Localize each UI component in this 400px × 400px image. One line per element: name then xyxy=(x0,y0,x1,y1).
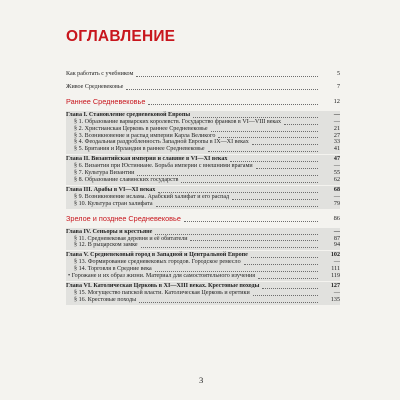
entry-title: Раннее Средневековье xyxy=(66,96,146,106)
chapter-entry xyxy=(66,283,340,290)
entry-page: 62 xyxy=(333,176,340,183)
dot-leader xyxy=(141,247,318,248)
dot-leader xyxy=(193,117,318,118)
dot-leader xyxy=(262,288,318,289)
paragraph-entry xyxy=(66,139,340,146)
entry-title: § 12. В рыцарском замке xyxy=(74,242,138,249)
entry-title: Глава II. Византийская империя и славяне в VI—XI веках xyxy=(66,156,228,163)
entry-title: § 6. Византия при Юстиниане. Борьба империи с внешними врагами xyxy=(74,163,253,170)
entry-page: 87 xyxy=(333,235,340,242)
entry-title: § 5. Британия и Ирландия в раннее Средневековье xyxy=(74,146,205,153)
entry-title: § 9. Возникновение ислама. Арабский халифат и его распад xyxy=(74,193,230,200)
dot-leader xyxy=(258,278,318,279)
entry-page: 119 xyxy=(331,273,340,280)
page-number: 3 xyxy=(199,375,204,385)
paragraph-entry xyxy=(66,236,340,243)
entry-title: § 16. Крестовые походы xyxy=(74,296,137,303)
paragraph-entry xyxy=(66,170,340,177)
entry-page: 55 xyxy=(333,170,340,177)
paragraph-entry xyxy=(66,297,340,304)
entry-page: 135 xyxy=(330,296,340,303)
entry-page: 86 xyxy=(333,214,340,222)
paragraph-entry xyxy=(66,194,340,201)
entry-title: § 8. Образование славянских государств xyxy=(74,176,179,183)
page-title: ОГЛАВЛЕНИЕ xyxy=(66,28,176,45)
dot-leader xyxy=(208,151,318,152)
paragraph-entry xyxy=(66,290,340,297)
entry-page: — xyxy=(333,228,340,235)
entry-page: — xyxy=(333,111,340,118)
dot-leader xyxy=(256,168,318,169)
entry-page: 12 xyxy=(333,97,340,105)
entry-title: Глава VI. Католическая Церковь в XI—XIII веках. Крестовые походы xyxy=(66,282,260,289)
dot-leader xyxy=(251,257,318,258)
dot-leader xyxy=(126,89,318,90)
dot-leader xyxy=(137,175,318,176)
entry-title: § 3. Возникновение и распад империи Карла Великого xyxy=(74,132,216,139)
paragraph-entry xyxy=(66,201,340,208)
entry-title: § 15. Могущество папской власти. Католическая Церковь и еретики xyxy=(74,289,250,296)
entry-title: § 14. Торговля в Средние века xyxy=(74,266,152,273)
paragraph-entry xyxy=(66,259,340,266)
entry-page: 111 xyxy=(331,266,340,273)
entry-title: § 4. Феодальная раздробленность Западной Европы в IX—XI веках xyxy=(74,139,249,146)
entry-title: § 11. Средневековая деревня и её обитатели xyxy=(74,235,188,242)
table-of-contents xyxy=(66,71,340,305)
dot-leader xyxy=(156,206,318,207)
dot-leader xyxy=(252,144,318,145)
entry-title: Зрелое и позднее Средневековье xyxy=(66,213,181,223)
toc-entry xyxy=(66,71,340,78)
dot-leader xyxy=(232,199,318,200)
chapter-entry xyxy=(66,187,340,194)
dot-leader xyxy=(284,124,318,125)
paragraph-entry xyxy=(66,146,340,153)
entry-page: 27 xyxy=(333,132,340,139)
entry-title: Глава III. Арабы в VI—XI веках xyxy=(66,186,156,193)
entry-title: • Горожане и их образ жизни. Материал для самостоятельного изучения xyxy=(68,273,256,280)
dot-leader xyxy=(148,104,318,105)
paragraph-entry xyxy=(66,163,340,170)
chapter-entry xyxy=(66,252,340,259)
entry-page: 21 xyxy=(333,125,340,132)
entry-title: Глава I. Становление средневековой Европы xyxy=(66,111,191,118)
paragraph-entry xyxy=(66,242,340,249)
dot-leader xyxy=(230,161,318,162)
section-heading xyxy=(66,97,340,106)
entry-title: § 2. Христианская Церковь в раннее Средневековье xyxy=(74,125,208,132)
entry-page: 7 xyxy=(336,83,340,90)
entry-title: § 7. Культура Византии xyxy=(74,170,135,177)
chapter-block xyxy=(66,111,340,154)
entry-page: 102 xyxy=(330,252,340,259)
dot-leader xyxy=(155,234,318,235)
entry-title: § 1. Образование варварских королевств. Государство франков в VI—VIII веках xyxy=(74,118,282,125)
entry-page: 68 xyxy=(333,186,340,193)
chapter-block xyxy=(66,155,340,185)
entry-page: — xyxy=(333,163,340,170)
entry-title: § 10. Культура стран халифата xyxy=(74,200,153,207)
entry-page: 79 xyxy=(333,200,340,207)
paragraph-entry xyxy=(66,119,340,126)
entry-page: 127 xyxy=(330,282,340,289)
entry-page: — xyxy=(333,118,340,125)
chapter-block xyxy=(66,186,340,209)
chapter-block xyxy=(66,282,340,305)
entry-page: 94 xyxy=(333,242,340,249)
dot-leader xyxy=(139,302,318,303)
chapter-entry xyxy=(66,229,340,236)
entry-title: Живое Средневековье xyxy=(66,83,124,90)
dot-leader xyxy=(190,240,318,241)
chapter-block xyxy=(66,228,340,251)
dot-leader xyxy=(136,76,318,77)
entry-page: 33 xyxy=(333,139,340,146)
entry-title: Глава IV. Сеньоры и крестьяне xyxy=(66,228,153,235)
paragraph-entry xyxy=(66,126,340,133)
dot-leader xyxy=(184,221,318,222)
chapter-entry xyxy=(66,112,340,119)
entry-page: 5 xyxy=(336,71,340,77)
dot-leader xyxy=(253,295,318,296)
entry-page: 41 xyxy=(333,146,340,153)
entry-title: Как работать с учебником xyxy=(66,71,134,77)
dot-leader xyxy=(155,271,318,272)
paragraph-entry xyxy=(66,273,340,280)
entry-page: — xyxy=(333,193,340,200)
dot-leader xyxy=(158,192,318,193)
paragraph-entry xyxy=(66,266,340,273)
chapter-block xyxy=(66,251,340,281)
dot-leader xyxy=(211,131,318,132)
entry-page: — xyxy=(333,289,340,296)
dot-leader xyxy=(181,182,318,183)
entry-title: Глава V. Средневековый город в Западной и Центральной Европе xyxy=(66,252,248,259)
entry-page: — xyxy=(333,259,340,266)
dot-leader xyxy=(244,264,318,265)
paragraph-entry xyxy=(66,177,340,184)
entry-page: 47 xyxy=(333,156,340,163)
entry-title: § 13. Формирование средневековых городов. Городское ремесло xyxy=(74,259,241,266)
section-heading xyxy=(66,214,340,223)
toc-entry xyxy=(66,84,340,91)
